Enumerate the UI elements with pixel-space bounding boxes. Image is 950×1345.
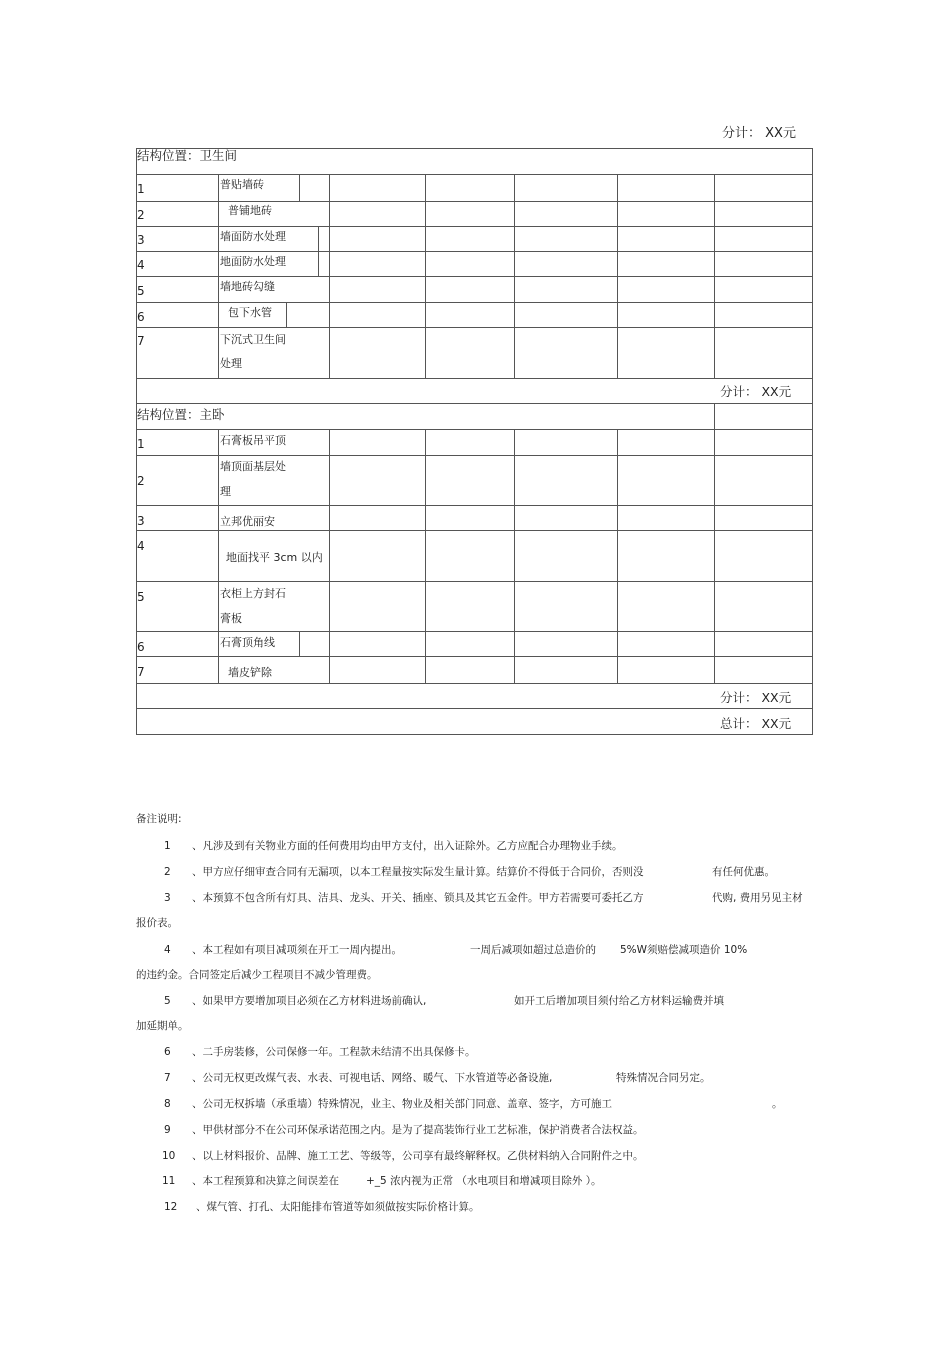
grand-total: 总计： XX元 bbox=[720, 716, 792, 731]
row-number: 5 bbox=[137, 284, 145, 298]
row-number: 4 bbox=[137, 539, 145, 553]
note-number: 7 bbox=[164, 1072, 171, 1084]
item-name: 墙皮铲除 bbox=[228, 666, 272, 679]
note-text-cont: 如开工后增加项目须付给乙方材料运输费并填 bbox=[514, 995, 724, 1007]
row-number: 2 bbox=[137, 208, 145, 222]
item-name: 地面找平 3cm 以内 bbox=[226, 551, 323, 564]
note-text-cont: 代购, 费用另见主材 bbox=[712, 892, 803, 904]
item-name: 下沉式卫生间 bbox=[220, 333, 286, 346]
note-number: 11 bbox=[162, 1175, 176, 1187]
row-number: 4 bbox=[137, 258, 145, 272]
row-number: 2 bbox=[137, 474, 145, 488]
section-subtotal: 分计： XX元 bbox=[720, 384, 792, 399]
item-name: 衣柜上方封石 bbox=[220, 587, 286, 600]
note-number: 5 bbox=[164, 995, 171, 1007]
row-number: 7 bbox=[137, 665, 145, 679]
row-number: 7 bbox=[137, 334, 145, 348]
note-text: 、甲供材部分不在公司环保承诺范围之内。是为了提高装饰行业工艺标准，保护消费者合法权益。 bbox=[192, 1124, 644, 1136]
note-text: 、煤气管、打孔、太阳能排布管道等如须做按实际价格计算。 bbox=[196, 1201, 480, 1213]
note-text-cont: 有任何优惠。 bbox=[712, 866, 775, 878]
item-name: 墙地砖勾缝 bbox=[220, 280, 275, 293]
item-name: 立邦优丽安 bbox=[220, 515, 275, 528]
note-text: 、公司无权更改煤气表、水表、可视电话、网络、暖气、下水管道等必备设施, bbox=[192, 1072, 553, 1084]
item-name: 包下水管 bbox=[228, 306, 272, 319]
note-text-wrap: 报价表。 bbox=[136, 917, 178, 929]
note-number: 4 bbox=[164, 944, 171, 956]
note-number: 10 bbox=[162, 1150, 176, 1162]
item-name: 石膏顶角线 bbox=[220, 636, 275, 649]
note-number: 2 bbox=[164, 866, 171, 878]
item-name: 墙顶面基层处 bbox=[220, 460, 286, 473]
note-text: 、公司无权拆墙（承重墙）特殊情况，业主、物业及相关部门同意、盖章、签字，方可施工 bbox=[192, 1098, 612, 1110]
note-text-cont: 5%W须赔偿减项造价 10% bbox=[620, 944, 748, 956]
note-number: 6 bbox=[164, 1046, 171, 1058]
note-text: 、本工程如有项目减项须在开工一周内提出。 bbox=[192, 944, 402, 956]
note-text-wrap: 加延期单。 bbox=[136, 1020, 189, 1032]
note-number: 3 bbox=[164, 892, 171, 904]
note-text: 、凡涉及到有关物业方面的任何费用均由甲方支付，出入证除外。乙方应配合办理物业手续。 bbox=[192, 840, 623, 852]
item-name: 地面防水处理 bbox=[220, 255, 286, 268]
notes-heading: 备注说明: bbox=[136, 813, 182, 825]
section-title-master-bedroom: 结构位置：主卧 bbox=[137, 407, 225, 422]
section-subtotal: 分计： XX元 bbox=[720, 690, 792, 705]
note-text: 、本预算不包含所有灯具、洁具、龙头、开关、插座、锁具及其它五金件。甲方若需要可委托乙方 bbox=[192, 892, 644, 904]
item-name: 普铺地砖 bbox=[228, 204, 272, 217]
row-number: 6 bbox=[137, 640, 145, 654]
row-number: 1 bbox=[137, 182, 145, 196]
row-number: 1 bbox=[137, 437, 145, 451]
top-subtotal: 分计： XX元 bbox=[722, 126, 796, 141]
note-text-wrap: 的违约金。合同签定后减少工程项目不减少管理费。 bbox=[136, 969, 378, 981]
note-text: 、以上材料报价、品牌、施工工艺、等级等，公司享有最终解释权。乙供材料纳入合同附件之中。 bbox=[192, 1150, 644, 1162]
note-text: 、如果甲方要增加项目必须在乙方材料进场前确认, bbox=[192, 995, 427, 1007]
note-number: 9 bbox=[164, 1124, 171, 1136]
note-text: 、甲方应仔细审查合同有无漏项，以本工程量按实际发生量计算。结算价不得低于合同价，否则没 bbox=[192, 866, 644, 878]
item-name: 石膏板吊平顶 bbox=[220, 434, 286, 447]
section-title-bathroom: 结构位置：卫生间 bbox=[137, 148, 238, 163]
note-text-cont: +_5 浓内视为正常 （水电项目和增减项目除外 ）。 bbox=[366, 1175, 602, 1187]
item-name: 普贴墙砖 bbox=[220, 178, 264, 191]
row-number: 6 bbox=[137, 310, 145, 324]
note-number: 1 bbox=[164, 840, 171, 852]
note-text-cont: 特殊情况合同另定。 bbox=[616, 1072, 711, 1084]
note-text-cont: 一周后减项如超过总造价的 bbox=[470, 944, 596, 956]
note-text: 、二手房装修，公司保修一年。工程款未结清不出具保修卡。 bbox=[192, 1046, 476, 1058]
row-number: 5 bbox=[137, 590, 145, 604]
item-name-cont: 膏板 bbox=[220, 612, 242, 625]
row-number: 3 bbox=[137, 233, 145, 247]
note-number: 8 bbox=[164, 1098, 171, 1110]
row-number: 3 bbox=[137, 514, 145, 528]
note-text: 、本工程预算和决算之间误差在 bbox=[192, 1175, 339, 1187]
item-name-cont: 理 bbox=[220, 485, 231, 498]
item-name-cont: 处理 bbox=[220, 357, 242, 370]
note-text-cont: 。 bbox=[772, 1098, 783, 1110]
note-number: 12 bbox=[164, 1201, 178, 1213]
item-name: 墙面防水处理 bbox=[220, 230, 286, 243]
